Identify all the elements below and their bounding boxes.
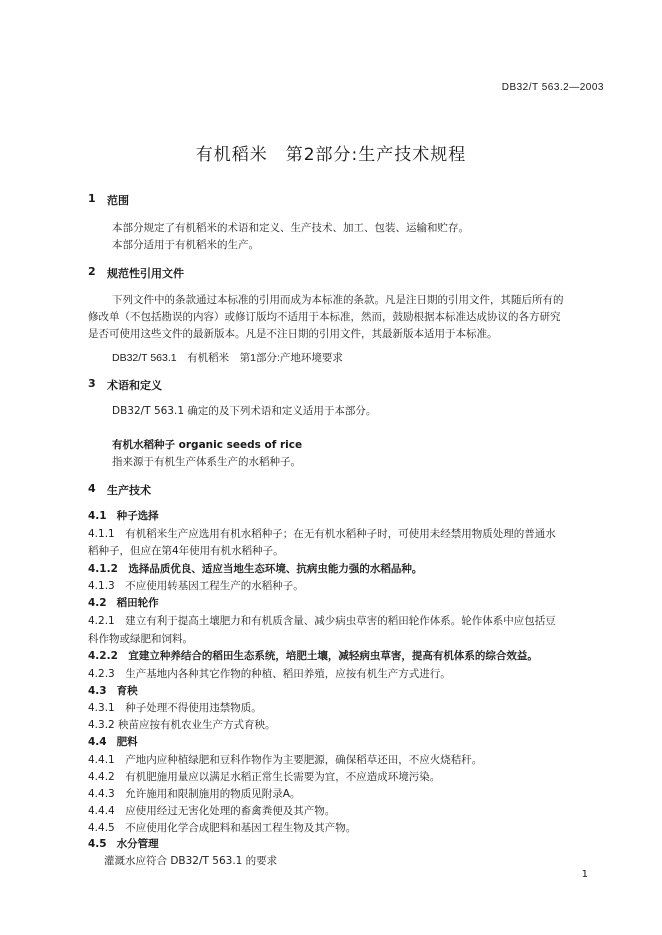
paragraph-line: 是否可使用这些文件的最新版本。凡是不注日期的引用文件，其最新版本适用于本标准。	[88, 328, 498, 340]
paragraph-line: 修改单（不包括勘误的内容）或修订版均不适用于本标准，然而，鼓励根据本标准达成协议的各方研究	[88, 311, 561, 323]
document-title: 有机稻米 第2部分:生产技术规程	[195, 145, 467, 165]
paragraph-line: DB32/T 563.1 确定的及下列术语和定义适用于本部分。	[112, 405, 377, 417]
section-title: 范围	[107, 194, 129, 207]
clause-line: 4.4.1 产地内应种植绿肥和豆科作物作为主要肥源，确保稻草还田，不应火烧秸秆。	[88, 754, 483, 766]
standard-code: DB32/T 563.2—2003	[501, 82, 604, 93]
normative-reference: DB32/T 563.1 有机稻米 第1部分:产地环境要求	[112, 352, 343, 364]
subsection-heading	[88, 508, 159, 523]
subsection-title: 种子选择	[116, 510, 159, 522]
term-definition: 指来源于有机生产体系生产的水稻种子。	[112, 456, 301, 468]
subsection-title: 水分管理	[116, 838, 159, 850]
clause-line: 科作物或绿肥和饲料。	[88, 633, 193, 645]
subsection-number: 4.5	[88, 838, 107, 850]
section-number: 3	[88, 377, 96, 390]
clause-line: 稻种子，但应在第4年使用有机水稻种子。	[88, 545, 284, 557]
clause-line: 4.2.1 建立有利于提高土壤肥力和有机质含量、减少病虫草害的稻田轮作体系。轮作体系中应包括豆	[88, 615, 556, 627]
subsection-number: 4.2	[88, 597, 107, 609]
subsection-title: 育秧	[116, 685, 138, 697]
subsection-heading	[88, 595, 159, 610]
subsection-heading	[88, 836, 159, 851]
subsection-title: 肥料	[116, 736, 138, 748]
clause-line: 4.4.5 不应使用化学合成肥料和基因工程生物及其产物。	[88, 822, 357, 834]
clause-line: 4.3.2 秧苗应按有机农业生产方式育秧。	[88, 719, 276, 731]
clause-line: 4.4.4 应使用经过无害化处理的畜禽粪便及其产物。	[88, 805, 336, 817]
clause-line: 4.1.3 不应使用转基因工程生产的水稻种子。	[88, 580, 304, 592]
section-title: 术语和定义	[107, 379, 162, 392]
subsection-number: 4.4	[88, 736, 107, 748]
section-title: 规范性引用文件	[107, 267, 184, 280]
clause-line: 4.2.2 宜建立种养结合的稻田生态系统，培肥土壤，减轻病虫草害，提高有机体系的综合效益。	[88, 650, 538, 662]
clause-line: 4.3.1 种子处理不得使用违禁物质。	[88, 702, 262, 714]
subsection-heading	[88, 734, 138, 749]
section-title: 生产技术	[107, 484, 151, 497]
section-number: 4	[88, 482, 96, 495]
section-number: 2	[88, 265, 96, 278]
page-number: 1	[581, 869, 588, 880]
subsection-heading	[88, 683, 138, 698]
subsection-number: 4.3	[88, 685, 107, 697]
clause-line: 4.1.1 有机稻米生产应选用有机水稻种子；在无有机水稻种子时，可使用未经禁用物质处理的普通水	[88, 528, 556, 540]
clause-line: 灌溉水应符合 DB32/T 563.1 的要求	[104, 855, 278, 867]
subsection-number: 4.1	[88, 510, 107, 522]
clause-line: 4.4.2 有机肥施用量应以满足水稻正常生长需要为宜，不应造成环境污染。	[88, 771, 441, 783]
subsection-title: 稻田轮作	[116, 597, 159, 609]
paragraph-line: 下列文件中的条款通过本标准的引用而成为本标准的条款。凡是注日期的引用文件，其随后所有的	[112, 294, 564, 306]
paragraph-line: 本部分规定了有机稻米的术语和定义、生产技术、加工、包装、运输和贮存。	[112, 222, 469, 234]
section-number: 1	[88, 192, 96, 205]
term-heading: 有机水稻种子 organic seeds of rice	[112, 439, 303, 451]
clause-line: 4.2.3 生产基地内各种其它作物的种植、稻田养殖，应按有机生产方式进行。	[88, 668, 451, 680]
clause-line: 4.1.2 选择品质优良、适应当地生态环境、抗病虫能力强的水稻品种。	[88, 563, 423, 575]
clause-line: 4.4.3 允许施用和限制施用的物质见附录A。	[88, 788, 301, 800]
paragraph-line: 本部分适用于有机稻米的生产。	[112, 239, 259, 251]
